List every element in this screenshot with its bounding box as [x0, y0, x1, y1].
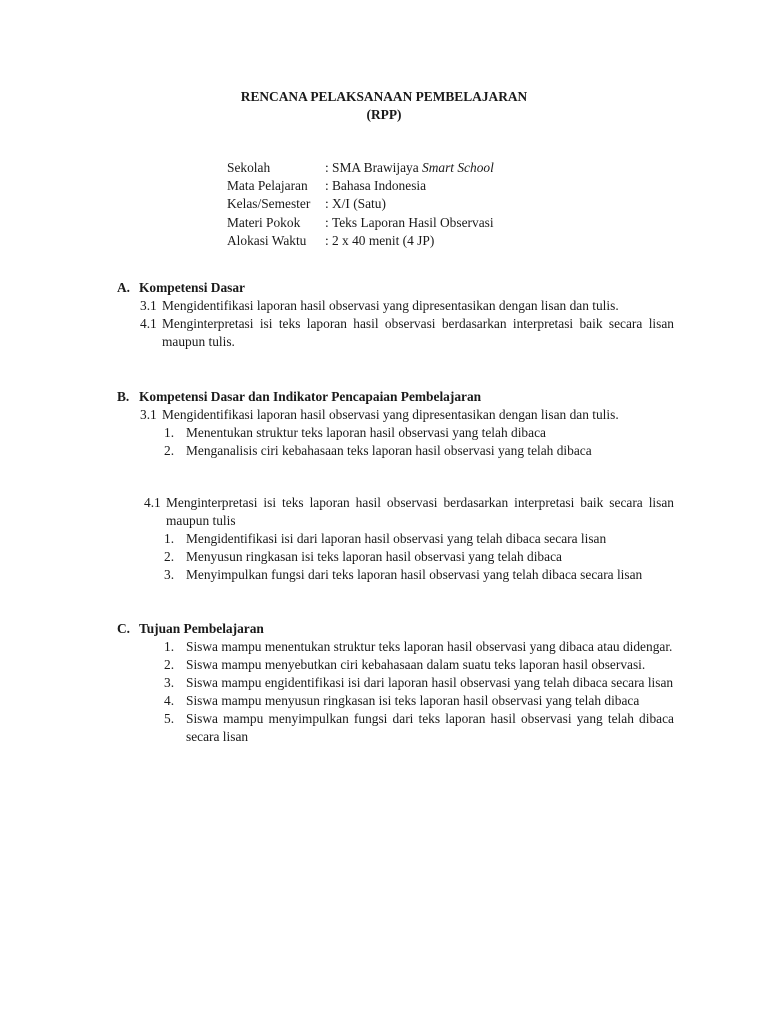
- identity-label: Kelas/Semester: [227, 196, 311, 212]
- section-indikator-kd2: [117, 494, 674, 584]
- list-item: [117, 424, 674, 442]
- indicator-list: [117, 424, 674, 460]
- identity-separator: :: [325, 178, 329, 194]
- section-title: Kompetensi Dasar: [139, 280, 246, 295]
- identity-separator: :: [325, 196, 329, 212]
- list-item: [117, 638, 674, 656]
- list-number: 1.: [164, 425, 175, 440]
- competency-item: [117, 494, 674, 530]
- list-text: Menentukan struktur teks laporan hasil observasi yang telah dibaca: [186, 425, 546, 440]
- list-text: Siswa mampu menyusun ringkasan isi teks laporan hasil observasi yang telah dibaca: [186, 693, 640, 708]
- section-indikator: [117, 388, 674, 460]
- section-letter: B.: [117, 389, 130, 404]
- identity-value-italic: Smart School: [422, 160, 494, 175]
- list-text: Siswa mampu menyebutkan ciri kebahasaan dalam suatu teks laporan hasil observasi.: [186, 657, 646, 672]
- identity-separator: :: [325, 232, 329, 248]
- section-heading: [117, 388, 674, 406]
- identity-row: [227, 159, 494, 177]
- section-heading: [117, 620, 674, 638]
- document-title: RENCANA PELAKSANAAN PEMBELAJARAN: [240, 89, 528, 104]
- list-text: Menganalisis ciri kebahasaan teks laporan hasil observasi yang telah dibaca: [186, 443, 592, 458]
- identity-row: [227, 214, 494, 232]
- identity-row: [227, 177, 494, 195]
- list-item: [117, 656, 674, 674]
- competency-number: 4.1: [144, 495, 161, 510]
- list-item: [117, 710, 674, 746]
- competency-number: 3.1: [140, 407, 157, 422]
- list-number: 1.: [164, 531, 175, 546]
- list-text: Mengidentifikasi isi dari laporan hasil observasi yang telah dibaca secara lisan: [186, 531, 607, 546]
- competency-text: Menginterpretasi isi teks laporan hasil observasi berdasarkan interpretasi baik secara lisan maupun tulis: [166, 495, 674, 528]
- section-heading: [117, 279, 674, 297]
- section-title: Tujuan Pembelajaran: [139, 621, 264, 636]
- identity-value: 2 x 40 menit (4 JP): [332, 232, 435, 248]
- identity-value-text: SMA Brawijaya: [332, 160, 423, 175]
- identity-value: [332, 159, 494, 177]
- list-text: Menyimpulkan fungsi dari teks laporan hasil observasi yang telah dibaca secara lisan: [186, 567, 643, 582]
- identity-label: Sekolah: [227, 160, 271, 175]
- list-text: Siswa mampu engidentifikasi isi dari laporan hasil observasi yang telah dibaca secara lisan: [186, 675, 674, 690]
- section-title: Kompetensi Dasar dan Indikator Pencapaian Pembelajaran: [139, 389, 482, 404]
- list-number: 5.: [164, 711, 175, 726]
- competency-number: 4.1: [140, 316, 157, 331]
- identity-label: Alokasi Waktu: [227, 232, 307, 248]
- list-text: Siswa mampu menyimpulkan fungsi dari teks laporan hasil observasi yang telah dibaca secara lisan: [186, 711, 674, 744]
- identity-value: Teks Laporan Hasil Observasi: [332, 214, 494, 230]
- competency-text: Menginterpretasi isi teks laporan hasil observasi berdasarkan interpretasi baik secara lisan maupun tulis.: [162, 316, 674, 349]
- list-item: [117, 692, 674, 710]
- list-text: Menyusun ringkasan isi teks laporan hasil observasi yang telah dibaca: [186, 549, 562, 564]
- identity-value: Bahasa Indonesia: [332, 178, 427, 194]
- identity-block: [227, 159, 494, 250]
- competency-number: 3.1: [140, 298, 157, 313]
- section-tujuan-pembelajaran: [117, 620, 674, 746]
- list-number: 1.: [164, 639, 175, 654]
- indicator-list: [117, 530, 674, 584]
- identity-label: Materi Pokok: [227, 214, 301, 230]
- identity-label: Mata Pelajaran: [227, 178, 308, 194]
- identity-value: X/I (Satu): [332, 196, 386, 212]
- list-number: 3.: [164, 675, 175, 690]
- identity-row: [227, 232, 494, 250]
- section-letter: A.: [117, 280, 131, 295]
- section-letter: C.: [117, 621, 131, 636]
- list-number: 2.: [164, 657, 175, 672]
- list-text: Siswa mampu menentukan struktur teks laporan hasil observasi yang dibaca atau didengar.: [186, 639, 673, 654]
- objective-list: [117, 638, 674, 746]
- document-subtitle: (RPP): [366, 107, 402, 122]
- list-number: 4.: [164, 693, 175, 708]
- identity-row: [227, 195, 494, 213]
- list-item: [117, 566, 674, 584]
- competency-item: [117, 315, 674, 351]
- competency-item: [117, 297, 674, 315]
- competency-text: Mengidentifikasi laporan hasil observasi yang dipresentasikan dengan lisan dan tulis.: [162, 407, 619, 422]
- competency-text: Mengidentifikasi laporan hasil observasi yang dipresentasikan dengan lisan dan tulis.: [162, 298, 619, 313]
- list-item: [117, 548, 674, 566]
- list-item: [117, 674, 674, 692]
- identity-separator: :: [325, 160, 329, 175]
- competency-item: [117, 406, 674, 424]
- list-item: [117, 530, 674, 548]
- identity-separator: :: [325, 214, 329, 230]
- section-kompetensi-dasar: [117, 279, 674, 351]
- list-item: [117, 442, 674, 460]
- list-number: 3.: [164, 567, 175, 582]
- list-number: 2.: [164, 549, 175, 564]
- list-number: 2.: [164, 443, 175, 458]
